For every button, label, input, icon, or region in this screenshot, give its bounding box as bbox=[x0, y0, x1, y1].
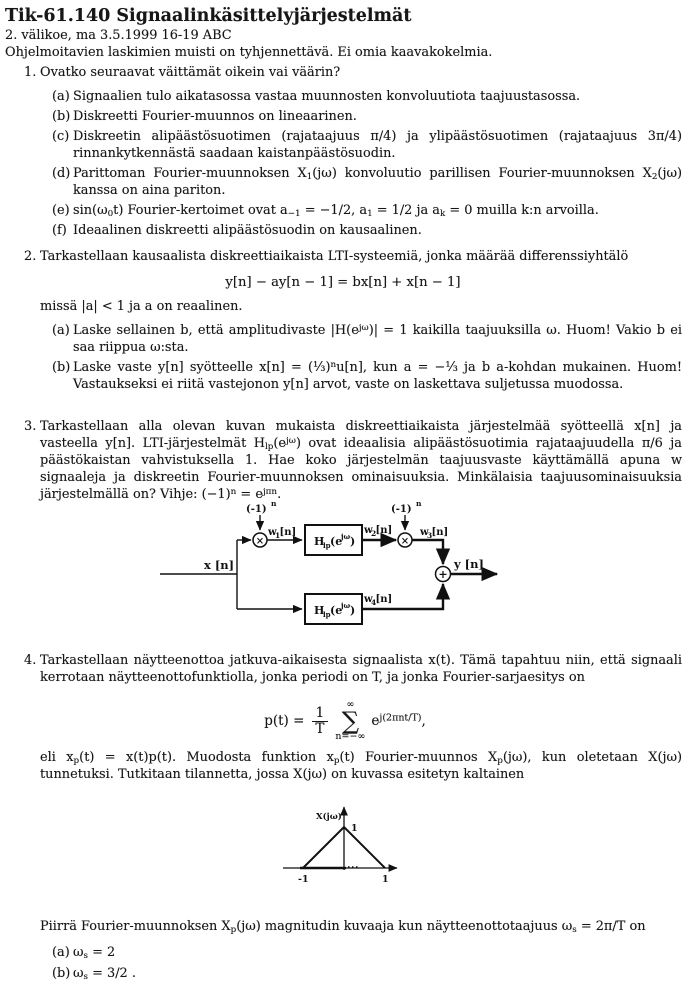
figure-x-max: 1 bbox=[382, 874, 389, 885]
filter-label-open: (e bbox=[330, 604, 343, 617]
question-4 bbox=[0, 652, 686, 686]
signal-w2-label: w bbox=[364, 525, 373, 536]
signal-w1-rest: [n] bbox=[279, 527, 297, 538]
signal-w3-label: w bbox=[420, 527, 429, 538]
question-2-intro: Tarkastellaan kausaalista diskreettiaikaista LTI-systeemiä, jonka määrää differenssiyhtälö bbox=[40, 249, 629, 264]
question-4-task bbox=[0, 918, 686, 985]
signal-w1-label: w bbox=[268, 527, 277, 538]
modulator-gain-exponent: n bbox=[271, 499, 277, 508]
question-4-items bbox=[0, 944, 686, 982]
question-2-items bbox=[0, 322, 686, 393]
item-label: (b) bbox=[52, 966, 71, 981]
task-text: Piirrä Fourier-muunnoksen $X_p(j\omega)$ magnitudin kuvaaja kun näytteenottotaajuus $\omega_s = 2\pi/T$ on bbox=[40, 919, 646, 936]
diagram-input-label: x [n] bbox=[204, 558, 235, 572]
filter-label-sub: lp bbox=[323, 610, 331, 619]
question-1-number: 1. bbox=[24, 65, 37, 80]
item-label: (a) bbox=[52, 323, 70, 338]
summation-lower-limit: n=−∞ bbox=[335, 731, 366, 742]
item-text: $\omega_s = 3/2$ . bbox=[73, 966, 136, 983]
list-item bbox=[52, 88, 682, 105]
question-2-condition: missä |a| < 1 ja a on reaalinen. bbox=[40, 299, 243, 314]
item-label: (b) bbox=[52, 109, 71, 124]
figure-peak-value: 1 bbox=[351, 823, 358, 834]
list-item bbox=[52, 128, 682, 162]
exam-header bbox=[5, 5, 682, 61]
list-item bbox=[52, 108, 682, 125]
sampling-function-equation bbox=[0, 700, 690, 742]
item-label: (d) bbox=[52, 166, 71, 181]
question-3-text: Tarkastellaan alla olevan kuvan mukaista diskreettiaikaista järjestelmää syötteellä x[n] ja vasteella y[n]. LTI-järjestelmät $H_{lp}(e^{j\omega})$ ovat ideaalisia alipäästösuotimia rajataajuudella π/6 ja päästökaistan vahvistuksella 1. Hae koko järjestelmän taajuusvaste käyttämällä apuna w signaaleja ja diskreetin Fourier-muunnoksen ominaisuuksia. Minkälaisia taajuusominaisuuksia järjestelmällä on? Vihje: $(-1)^n = e^{j\pi n}$. bbox=[40, 419, 682, 502]
question-4-intro: Tarkastellaan näytteenottoa jatkuva-aikaisesta signaalista x(t). Tämä tapahtuu niin, että signaali kerrotaan näytteenottofunktiolla, jonka periodi on T, ja jonka Fourier-sarjaesitys on bbox=[40, 653, 682, 685]
course-title: Tik-61.140 Signaalinkäsittelyjärjestelmät bbox=[5, 6, 412, 26]
question-4-after: eli $x_p(t) = x(t)p(t)$. Muodosta funktion $x_p(t)$ Fourier-muunnos $X_p(j\omega)$, kun oletetaan X(jω) tunnetuksi. Tutkitaan tilannetta, jossa X(jω) on kuvassa esitetyn kaltainen bbox=[40, 750, 683, 782]
item-text: $\sin(\omega_0t)$ Fourier-kertoimet ovat $a_{-1} = -1/2$, $a_1 = 1/2$ ja $a_k = 0$ muilla k:n arvoilla. bbox=[73, 203, 599, 220]
signal-w4-rest: [n] bbox=[375, 594, 393, 605]
item-label: (b) bbox=[52, 360, 71, 375]
question-1 bbox=[0, 64, 686, 242]
item-text: Diskreetti Fourier-muunnos on lineaarinen. bbox=[73, 109, 357, 124]
signal-w3-sub: 3 bbox=[427, 531, 433, 540]
list-item bbox=[52, 202, 682, 219]
filter-label-close: ) bbox=[350, 535, 356, 548]
list-item bbox=[52, 965, 682, 982]
exp-exponent: j(2πnt/T) bbox=[379, 712, 422, 724]
signal-w4-sub: 4 bbox=[371, 598, 377, 607]
multiply-symbol: × bbox=[255, 535, 265, 547]
figure-x-min: -1 bbox=[298, 874, 309, 885]
list-item bbox=[52, 359, 682, 393]
fraction bbox=[311, 706, 328, 737]
filter-label-sup: jω bbox=[341, 601, 351, 610]
question-3 bbox=[0, 418, 686, 503]
item-label: (a) bbox=[52, 945, 70, 960]
modulator-gain-label: (-1) bbox=[246, 504, 267, 515]
exam-instructions: Ohjelmoitavien laskimien muisti on tyhjennettävä. Ei omia kaavakokelmia. bbox=[5, 45, 493, 60]
wire bbox=[412, 540, 443, 557]
item-text: $\omega_s = 2$ bbox=[73, 945, 116, 962]
exp-base: e bbox=[371, 712, 380, 729]
summation bbox=[335, 700, 365, 742]
signal-w4-label: w bbox=[364, 594, 373, 605]
item-text: Signaalien tulo aikatasossa vastaa muunnosten konvoluutiota taajuustasossa. bbox=[73, 89, 581, 104]
item-text: Parittoman Fourier-muunnoksen $X_1(j\omega)$ konvoluutio parillisen Fourier-muunnoksen $X_2(j\omega)$ kanssa on aina pariton. bbox=[73, 166, 682, 198]
fraction-numerator: 1 bbox=[312, 706, 329, 722]
modulator-gain-exponent: n bbox=[416, 499, 422, 508]
filter-label-sub: lp bbox=[323, 541, 331, 550]
question-2 bbox=[0, 248, 686, 396]
question-2-number: 2. bbox=[24, 249, 37, 264]
equation-lhs: p(t) = bbox=[264, 712, 305, 729]
signal-w3-rest: [n] bbox=[431, 527, 449, 538]
filter-label-sup: jω bbox=[341, 532, 351, 541]
equation-comma: , bbox=[421, 712, 426, 729]
filter-label-open: (e bbox=[330, 535, 343, 548]
filter-label-h: H bbox=[314, 535, 325, 548]
difference-equation: y[n] − ay[n − 1] = bx[n] + x[n − 1] bbox=[225, 275, 461, 290]
filter-label-h: H bbox=[314, 604, 325, 617]
figure-curve-label: X(jω) bbox=[316, 812, 342, 822]
fraction-denominator: T bbox=[315, 720, 325, 737]
signal-w2-sub: 2 bbox=[371, 529, 377, 538]
list-item bbox=[52, 322, 682, 356]
item-text: Diskreetin alipäästösuotimen (rajataajuus π/4) ja ylipäästösuotimen (rajataajuus 3π/4) rinnankytkennästä saadaan kaistanpäästösuodin. bbox=[73, 129, 682, 161]
item-label: (c) bbox=[52, 129, 70, 144]
signal-w2-rest: [n] bbox=[375, 525, 393, 536]
list-item bbox=[52, 165, 682, 199]
spectrum-figure bbox=[280, 800, 420, 895]
signal-w1-sub: 1 bbox=[275, 531, 281, 540]
question-4-continued bbox=[0, 749, 686, 783]
summation-upper-limit: ∞ bbox=[346, 699, 355, 710]
item-label: (e) bbox=[52, 203, 70, 218]
diagram-output-label: y [n] bbox=[454, 557, 484, 571]
list-item bbox=[52, 944, 682, 961]
block-diagram bbox=[150, 497, 550, 637]
list-item bbox=[52, 222, 682, 239]
question-4-number: 4. bbox=[24, 653, 37, 668]
multiply-symbol: × bbox=[400, 535, 410, 547]
filter-label-close: ) bbox=[350, 604, 356, 617]
item-label: (f) bbox=[52, 223, 67, 238]
item-text: Laske vaste y[n] syötteelle x[n] = (⅓)$^n$u[n], kun a = −⅓ ja b a-kohdan mukainen. Huom! Vastaukseksi ei riitä vastejonon y[n] arvot, vaste on laskettava suljetussa muodossa. bbox=[73, 360, 682, 392]
add-symbol: + bbox=[438, 568, 448, 582]
item-text: Ideaalinen diskreetti alipäästösuodin on kausaalinen. bbox=[73, 223, 422, 238]
exam-session-line: 2. välikoe, ma 3.5.1999 16-19 ABC bbox=[5, 28, 232, 43]
sigma-symbol: ∑ bbox=[341, 707, 359, 735]
item-label: (a) bbox=[52, 89, 70, 104]
question-1-items bbox=[0, 88, 686, 239]
exponential-term bbox=[371, 713, 425, 730]
modulator-gain-label: (-1) bbox=[391, 504, 412, 515]
question-1-text: Ovatko seuraavat väittämät oikein vai väärin? bbox=[40, 65, 341, 80]
item-text: Laske sellainen b, että amplitudivaste $|H(e^{j\omega})| = 1$ kaikilla taajuuksilla ω. Huom! Vakio b ei saa riippua ω:sta. bbox=[73, 323, 682, 355]
question-3-number: 3. bbox=[24, 419, 37, 434]
